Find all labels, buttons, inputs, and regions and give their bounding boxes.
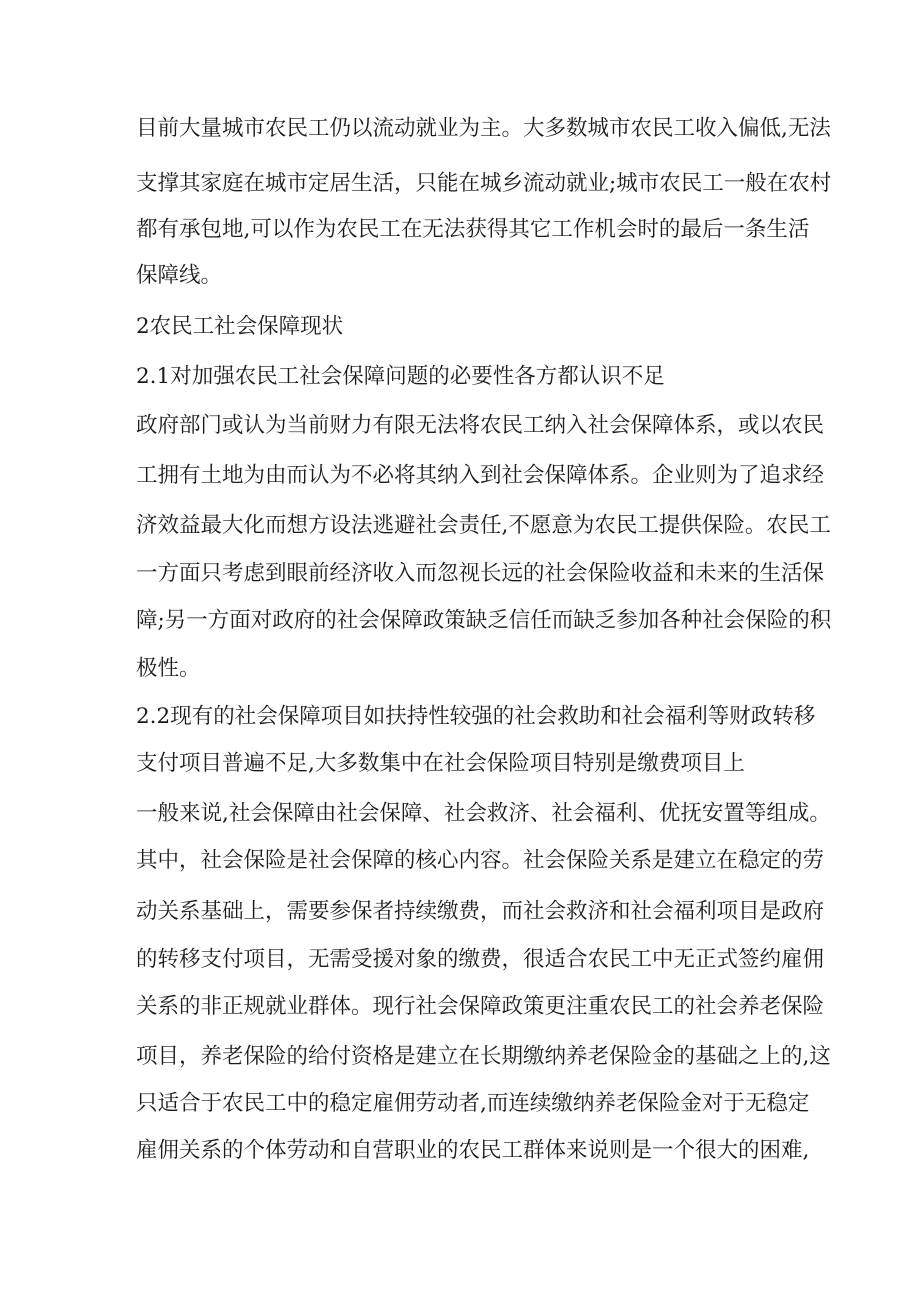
text-line: 政府部门或认为当前财力有限无法将农民工纳入社会保障体系，或以农民 [136, 413, 825, 438]
text-line: 雇佣关系的个体劳动和自营职业的农民工群体来说则是一个很大的困难, [136, 1138, 810, 1163]
text-line: 项目，养老保险的给付资格是建立在长期缴纳养老保险金的基础之上的,这 [136, 1044, 831, 1069]
subsection-heading: 2.2现有的社会保障项目如扶持性较强的社会救助和社会福利等财政转移 [136, 704, 816, 729]
text-line: 其中，社会保险是社会保障的核心内容。社会保险关系是建立在稳定的劳 [136, 848, 825, 873]
text-line: 一般来说,社会保障由社会保障、社会救济、社会福利、优抚安置等组成。 [136, 801, 831, 826]
text-line: 动关系基础上，需要参保者持续缴费，而社会救济和社会福利项目是政府 [136, 899, 825, 924]
subsection-heading: 2.1对加强农民工社会保障问题的必要性各方都认识不足 [136, 364, 665, 389]
text-line: 障;另一方面对政府的社会保障政策缺乏信任而缺乏参加各种社会保险的积 [136, 608, 832, 633]
text-line: 工拥有土地为由而认为不必将其纳入到社会保障体系。企业则为了追求经 [136, 463, 825, 488]
text-line: 关系的非正规就业群体。现行社会保障政策更注重农民工的社会养老保险 [136, 994, 825, 1019]
text-line: 只适合于农民工中的稳定雇佣劳动者,而连续缴纳养老保险金对于无稳定 [136, 1091, 810, 1116]
text-line: 都有承包地,可以作为农民工在无法获得其它工作机会时的最后一条生活 [136, 217, 810, 242]
text-line: 济效益最大化而想方设法逃避社会责任,不愿意为农民工提供保险。农民工 [136, 513, 831, 538]
text-line: 一方面只考虑到眼前经济收入而忽视长远的社会保险收益和未来的生活保 [136, 561, 825, 586]
section-heading: 2农民工社会保障现状 [136, 314, 344, 339]
subsection-heading-cont: 支付项目普遍不足,大多数集中在社会保险项目特别是缴费项目上 [136, 751, 745, 776]
text-line: 目前大量城市农民工仍以流动就业为主。大多数城市农民工收入偏低,无法 [136, 116, 831, 141]
text-line: 极性。 [136, 656, 201, 681]
text-line: 的转移支付项目，无需受援对象的缴费，很适合农民工中无正式签约雇佣 [136, 947, 825, 972]
text-line: 支撑其家庭在城市定居生活，只能在城乡流动就业;城市农民工一般在农村 [136, 171, 832, 196]
text-line: 保障线。 [136, 263, 223, 288]
